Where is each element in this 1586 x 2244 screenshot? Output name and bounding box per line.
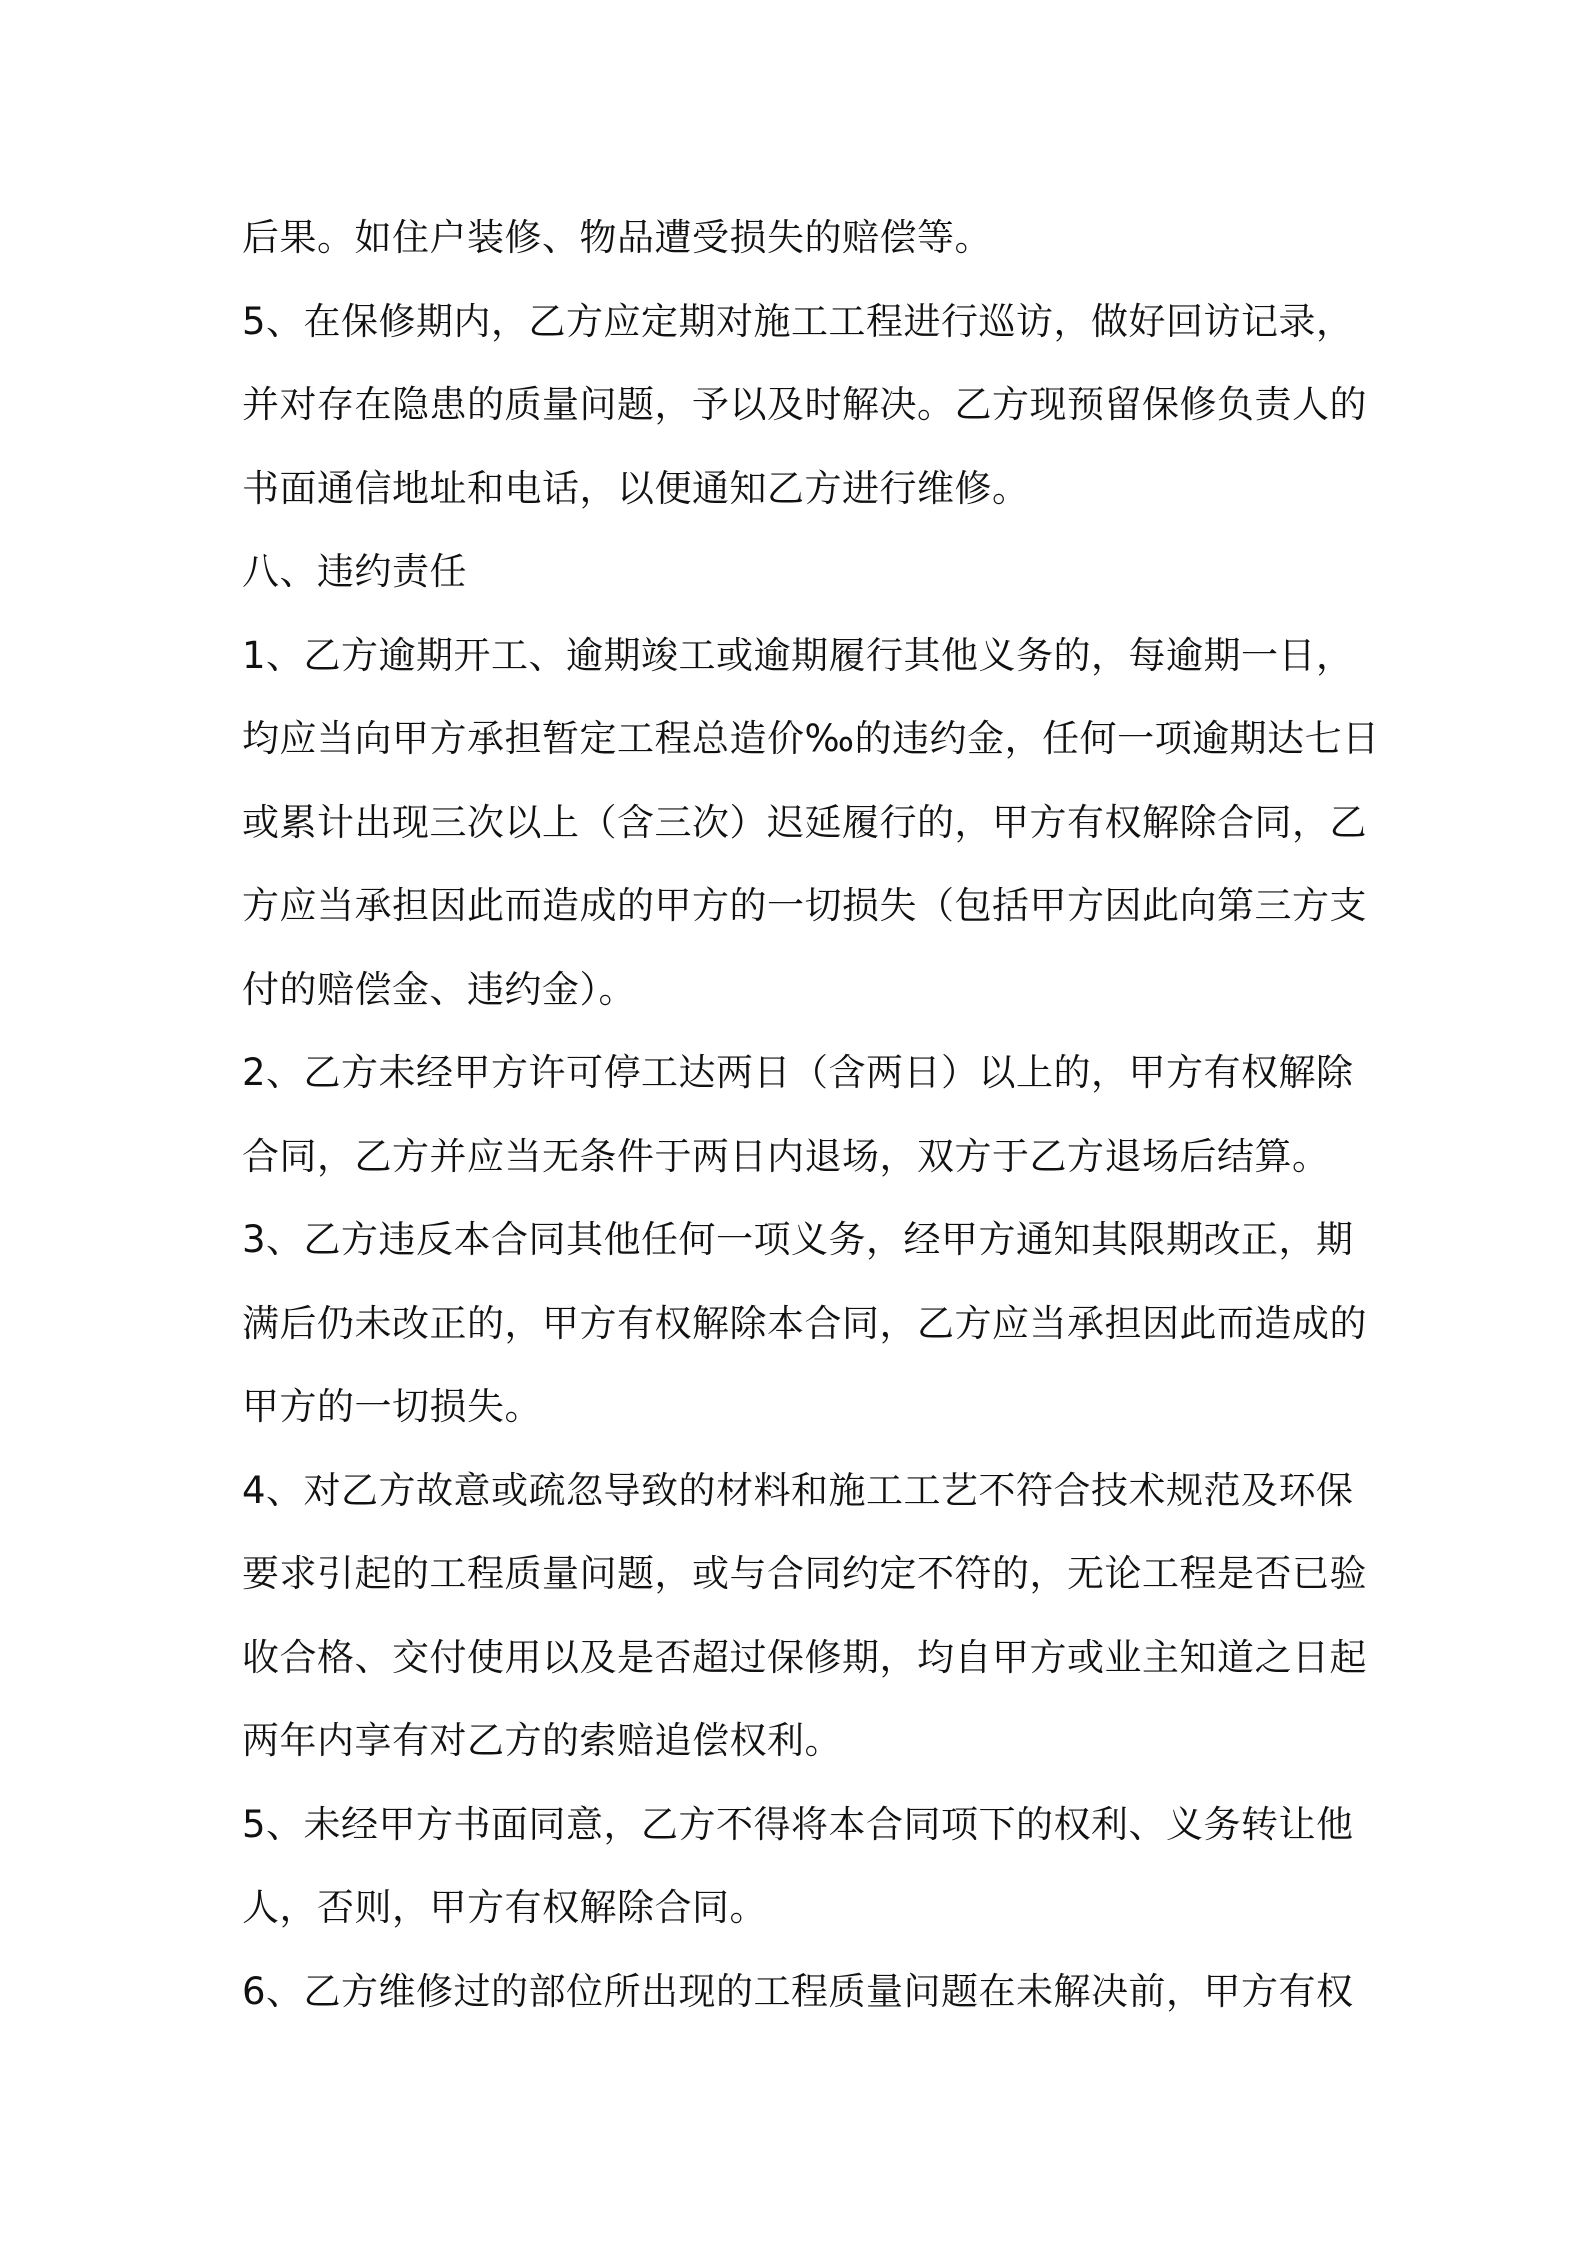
text-line: 甲方的一切损失。 <box>242 1385 542 1428</box>
contract-body <box>242 196 1380 2033</box>
text-line: 方应当承担因此而造成的甲方的一切损失（包括甲方因此向第三方支 <box>242 884 1367 927</box>
text-line: 书面通信地址和电话，以便通知乙方进行维修。 <box>242 466 1030 510</box>
text-line: 要求引起的工程质量问题，或与合同约定不符的，无论工程是否已验 <box>242 1552 1367 1595</box>
text-line: 两年内享有对乙方的索赔追偿权利。 <box>242 1719 842 1762</box>
text-line: 付的赔偿金、违约金）。 <box>242 967 636 1011</box>
text-line: 均应当向甲方承担暂定工程总造价‰的违约金，任何一项逾期达七日 <box>242 717 1380 760</box>
text-line: 合同，乙方并应当无条件于两日内退场，双方于乙方退场后结算。 <box>242 1134 1330 1178</box>
text-line: 5、未经甲方书面同意，乙方不得将本合同项下的权利、义务转让他 <box>242 1802 1354 1846</box>
section-heading: 八、违约责任 <box>242 550 467 593</box>
text-line: 2、乙方未经甲方许可停工达两日（含两日）以上的，甲方有权解除 <box>242 1051 1354 1094</box>
text-line: 并对存在隐患的质量问题，予以及时解决。乙方现预留保修负责人的 <box>242 383 1367 426</box>
text-line: 或累计出现三次以上（含三次）迟延履行的，甲方有权解除合同，乙 <box>242 800 1367 844</box>
text-line: 4、对乙方故意或疏忽导致的材料和施工工艺不符合技术规范及环保 <box>242 1468 1354 1512</box>
text-line: 后果。如住户装修、物品遭受损失的赔偿等。 <box>242 216 992 259</box>
text-line: 满后仍未改正的，甲方有权解除本合同，乙方应当承担因此而造成的 <box>242 1301 1367 1345</box>
text-line: 1、乙方逾期开工、逾期竣工或逾期履行其他义务的，每逾期一日， <box>242 633 1354 677</box>
text-line: 5、在保修期内，乙方应定期对施工工程进行巡访，做好回访记录， <box>242 299 1354 343</box>
text-line: 人，否则，甲方有权解除合同。 <box>242 1886 767 1929</box>
text-line: 6、乙方维修过的部位所出现的工程质量问题在未解决前，甲方有权 <box>242 1969 1354 2013</box>
text-line: 3、乙方违反本合同其他任何一项义务，经甲方通知其限期改正，期 <box>242 1218 1354 1261</box>
text-line: 收合格、交付使用以及是否超过保修期，均自甲方或业主知道之日起 <box>242 1635 1367 1679</box>
